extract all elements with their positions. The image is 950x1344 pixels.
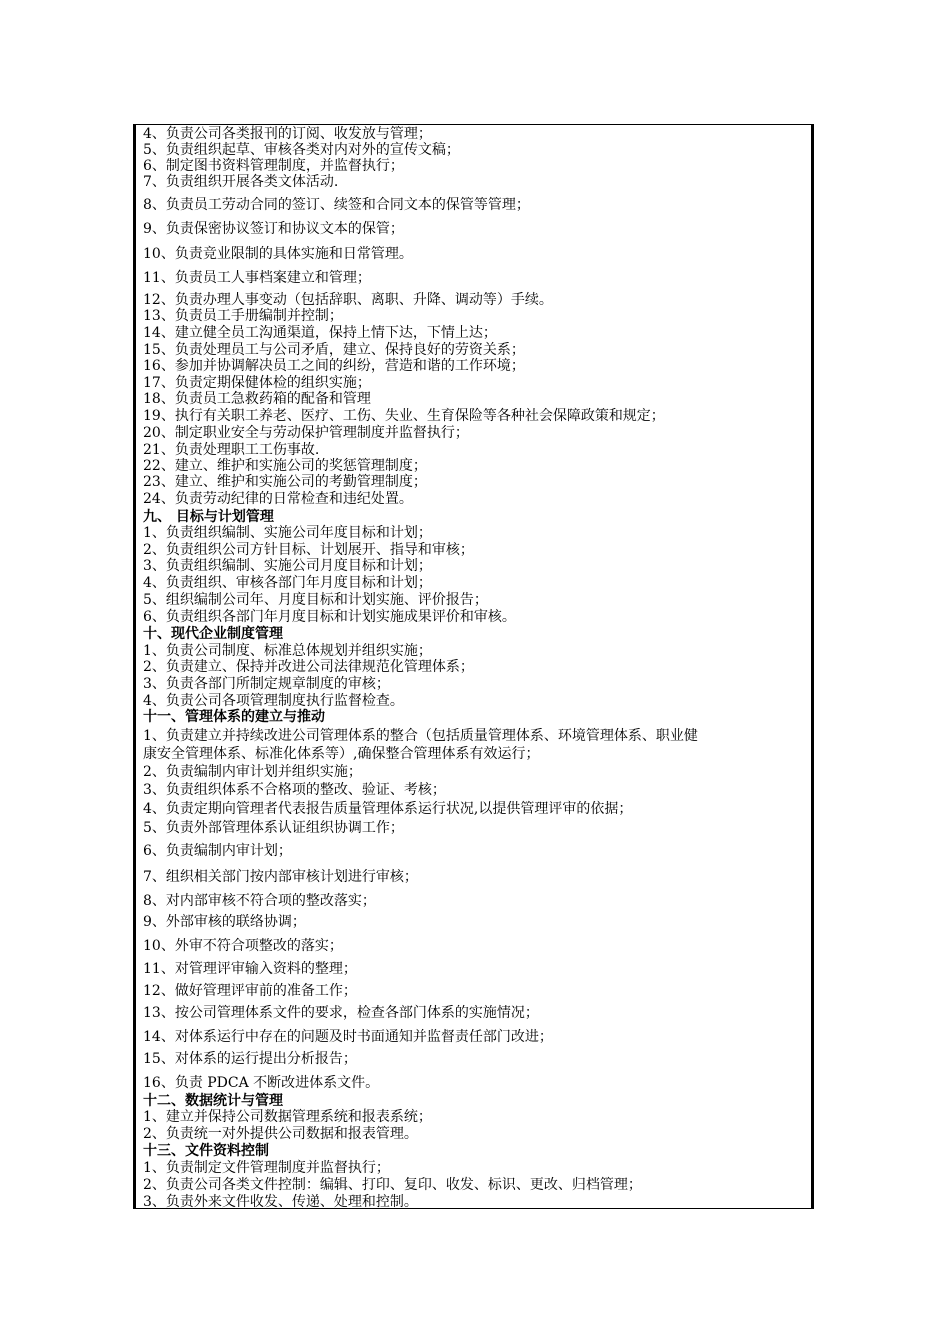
- list-item: 18、负责员工急救药箱的配备和管理: [143, 391, 371, 407]
- list-item: 3、负责各部门所制定规章制度的审核；: [143, 676, 390, 692]
- list-item: 7、组织相关部门按内部审核计划进行审核；: [143, 869, 418, 885]
- list-item: 14、对体系运行中存在的问题及时书面通知并监督责任部门改进；: [143, 1029, 553, 1045]
- list-item: 3、负责组织体系不合格项的整改、验证、考核；: [143, 782, 446, 798]
- list-item: 1、负责制定文件管理制度并监督执行；: [143, 1160, 390, 1176]
- list-item: 12、负责办理人事变动（包括辞职、离职、升降、调动等）手续。: [143, 292, 553, 308]
- list-item: 20、制定职业安全与劳动保护管理制度并监督执行；: [143, 425, 469, 441]
- list-item: 10、负责竞业限制的具体实施和日常管理。: [143, 246, 413, 262]
- list-item: 19、执行有关职工养老、医疗、工伤、失业、生育保险等各种社会保障政策和规定；: [143, 408, 665, 424]
- list-item: 5、负责组织起草、审核各类对内对外的宣传文稿；: [143, 142, 460, 158]
- list-item: 11、负责员工人事档案建立和管理；: [143, 270, 371, 286]
- list-item: 1、建立并保持公司数据管理系统和报表系统；: [143, 1109, 432, 1125]
- list-item: 6、制定图书资料管理制度，并监督执行；: [143, 158, 404, 174]
- list-item: 10、外审不符合项整改的落实；: [143, 938, 343, 954]
- list-item: 14、建立健全员工沟通渠道，保持上情下达，下情上达；: [143, 325, 497, 341]
- list-item: 9、负责保密协议签订和协议文本的保管；: [143, 221, 404, 237]
- list-item: 9、外部审核的联络协调；: [143, 914, 306, 930]
- section-heading: 十三、文件资料控制: [143, 1143, 269, 1159]
- list-item: 康安全管理体系、标准化体系等）,确保整合管理体系有效运行；: [143, 746, 540, 762]
- list-item: 4、负责公司各项管理制度执行监督检查。: [143, 693, 404, 709]
- list-item: 4、负责组织、审核各部门年月度目标和计划；: [143, 575, 432, 591]
- list-item: 23、建立、维护和实施公司的考勤管理制度；: [143, 474, 427, 490]
- list-item: 15、对体系的运行提出分析报告；: [143, 1051, 357, 1067]
- list-item: 2、负责建立、保持并改进公司法律规范化管理体系；: [143, 659, 474, 675]
- list-item: 17、负责定期保健体检的组织实施；: [143, 375, 371, 391]
- section-heading: 十一、管理体系的建立与推动: [143, 709, 325, 725]
- list-item: 5、负责外部管理体系认证组织协调工作；: [143, 820, 404, 836]
- list-item: 22、建立、维护和实施公司的奖惩管理制度；: [143, 458, 427, 474]
- list-item: 1、负责组织编制、实施公司年度目标和计划；: [143, 525, 432, 541]
- list-item: 2、负责统一对外提供公司数据和报表管理。: [143, 1126, 418, 1142]
- list-item: 11、对管理评审输入资料的整理；: [143, 961, 357, 977]
- section-heading: 九、 目标与计划管理: [143, 509, 274, 525]
- list-item: 6、负责编制内审计划；: [143, 843, 292, 859]
- list-item: 13、负责员工手册编制并控制；: [143, 308, 343, 324]
- section-heading: 十、现代企业制度管理: [143, 626, 283, 642]
- list-item: 2、负责公司各类文件控制：编辑、打印、复印、收发、标识、更改、归档管理；: [143, 1177, 642, 1193]
- list-item: 1、负责建立并持续改进公司管理体系的整合（包括质量管理体系、环境管理体系、职业健: [143, 728, 698, 744]
- list-item: 15、负责处理员工与公司矛盾，建立、保持良好的劳资关系；: [143, 342, 525, 358]
- list-item: 12、做好管理评审前的准备工作；: [143, 983, 357, 999]
- list-item: 16、负责 PDCA 不断改进体系文件。: [143, 1075, 380, 1091]
- list-item: 8、对内部审核不符合项的整改落实；: [143, 893, 376, 909]
- list-item: 4、负责定期向管理者代表报告质量管理体系运行状况,以提供管理评审的依据；: [143, 801, 633, 817]
- list-item: 7、负责组织开展各类文体活动.: [143, 174, 339, 190]
- list-item: 2、负责编制内审计划并组织实施；: [143, 764, 362, 780]
- list-item: 1、负责公司制度、标准总体规划并组织实施；: [143, 643, 432, 659]
- list-item: 21、负责处理职工工伤事故.: [143, 442, 320, 458]
- list-item: 5、组织编制公司年、月度目标和计划实施、评价报告；: [143, 592, 488, 608]
- list-item: 6、负责组织各部门年月度目标和计划实施成果评价和审核。: [143, 609, 516, 625]
- list-item: 4、负责公司各类报刊的订阅、收发放与管理；: [143, 126, 432, 142]
- list-item: 2、负责组织公司方针目标、计划展开、指导和审核；: [143, 542, 474, 558]
- list-item: 16、参加并协调解决员工之间的纠纷，营造和谐的工作环境；: [143, 358, 525, 374]
- list-item: 8、负责员工劳动合同的签订、续签和合同文本的保管等管理；: [143, 197, 530, 213]
- section-heading: 十二、数据统计与管理: [143, 1093, 283, 1109]
- list-item: 13、按公司管理体系文件的要求，检查各部门体系的实施情况；: [143, 1005, 539, 1021]
- list-item: 3、负责外来文件收发、传递、处理和控制。: [143, 1194, 418, 1210]
- list-item: 3、负责组织编制、实施公司月度目标和计划；: [143, 558, 432, 574]
- list-item: 24、负责劳动纪律的日常检查和违纪处置。: [143, 491, 413, 507]
